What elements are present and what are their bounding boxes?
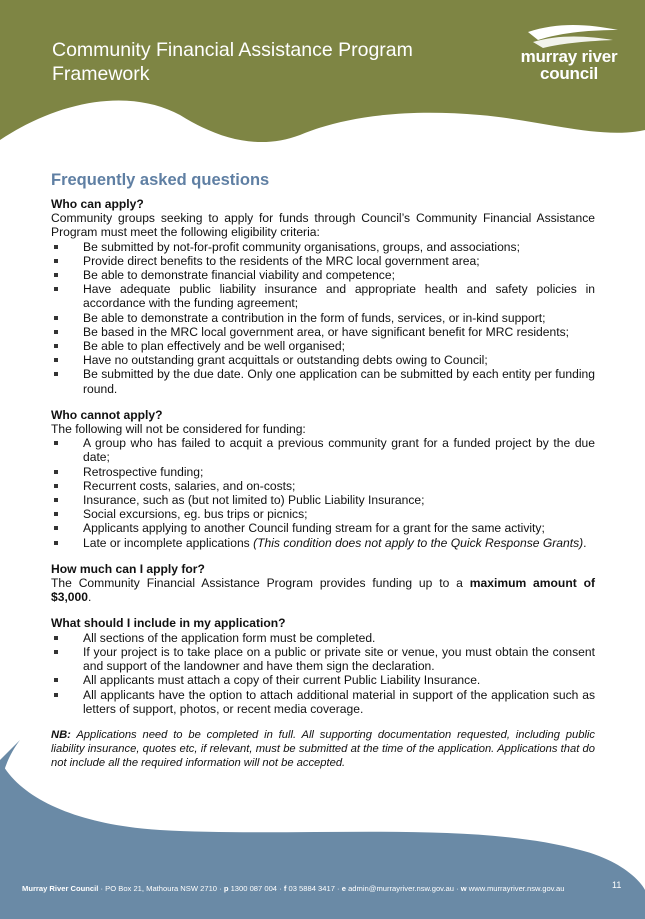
list-item [51, 240, 595, 254]
list-item [51, 521, 595, 535]
question-heading: What should I include in my application? [51, 616, 286, 631]
list-item [51, 493, 595, 507]
faq-heading: Frequently asked questions [51, 171, 270, 189]
list-item-text: Be submitted by the due date. Only one application can be submitted by each entity per funding round. [83, 367, 595, 396]
list-item [51, 325, 595, 339]
list-item-text: Insurance, such as (but not limited to) Public Liability Insurance; [83, 493, 425, 508]
exclusion-list [51, 436, 595, 550]
list-item [51, 673, 595, 687]
section-what-to-include [51, 616, 595, 715]
footer-org: Murray River Council [22, 884, 99, 893]
footer-contact [22, 884, 602, 893]
bullet-icon [54, 441, 58, 445]
list-item-text: Be submitted by not-for-profit community organisations, groups, and associations; [83, 239, 520, 254]
list-item-text: Provide direct benefits to the residents of the MRC local government area; [83, 253, 480, 268]
list-item [51, 688, 595, 716]
title-line-1: Community Financial Assistance Program [52, 39, 413, 61]
bullet-icon [54, 678, 58, 682]
page-number: 11 [612, 880, 622, 890]
list-item-text: All applicants have the option to attach additional material in support of the application such as letters of support, photos, or recent media coverage. [83, 687, 595, 716]
include-list [51, 631, 595, 716]
bullet-icon [54, 470, 58, 474]
bullet-icon [54, 245, 58, 249]
footer-address: PO Box 21, Mathoura NSW 2710 [105, 884, 218, 893]
list-item [51, 479, 595, 493]
bullet-icon [54, 484, 58, 488]
list-item [51, 645, 595, 673]
separator: · [337, 884, 340, 893]
list-item-text: Have adequate public liability insurance and appropriate health and safety policies in accordance with the funding agreement; [83, 282, 595, 311]
logo-line-1: murray river [520, 47, 618, 66]
bullet-icon [54, 344, 58, 348]
list-item-text: Late or incomplete applications [83, 535, 254, 550]
list-item-text: Be able to demonstrate financial viability and competence; [83, 268, 395, 283]
list-item-text: If your project is to take place on a public or private site or venue, you must obtain the consent and support of the landowner and have them sign the declaration. [83, 644, 595, 674]
section-who-cannot-apply [51, 408, 595, 550]
funding-amount-text [51, 576, 595, 604]
list-item-text: All sections of the application form must be completed. [83, 630, 376, 645]
question-heading: Who cannot apply? [51, 407, 163, 422]
fax-label: f [283, 884, 287, 893]
phone-label: p [223, 884, 229, 893]
bullet-icon [54, 372, 58, 376]
max-amount: maximum amount of $3,000 [51, 576, 595, 605]
title-line-2: Framework [52, 63, 150, 85]
section-intro: The following will not be considered for funding: [51, 422, 306, 437]
list-item-text: All applicants must attach a copy of their current Public Liability Insurance. [83, 673, 481, 688]
funding-end: . [88, 590, 92, 605]
list-item-text: Social excursions, eg. bus trips or picnics; [83, 507, 308, 522]
bullet-icon [54, 541, 58, 545]
question-heading: How much can I apply for? [51, 561, 205, 576]
separator: · [219, 884, 222, 893]
email-label: e [341, 884, 346, 893]
eligibility-list [51, 240, 595, 396]
bullet-icon [54, 498, 58, 502]
nb-label: NB: [51, 728, 71, 741]
bullet-icon [54, 512, 58, 516]
document-body [51, 170, 595, 781]
question-heading: Who can apply? [51, 197, 144, 211]
list-item [51, 254, 595, 268]
footer-email[interactable]: admin@murrayriver.nsw.gov.au [348, 884, 454, 893]
footer-phone: 1300 087 004 [230, 884, 278, 893]
bullet-icon [54, 358, 58, 362]
bullet-icon [54, 526, 58, 530]
funding-text: The Community Financial Assistance Program provides funding up to a [51, 576, 470, 591]
list-item [51, 507, 595, 521]
list-item [51, 536, 595, 550]
nb-text: Applications need to be completed in full. All supporting documentation requested, including public liability insurance, quotes etc, if relevant, must be submitted at the time of the application. Applications that do not include all the required information will not be accepted. [51, 728, 595, 769]
logo-line-2: council [539, 64, 599, 83]
list-item [51, 367, 595, 395]
bullet-icon [54, 287, 58, 291]
list-item-end: . [583, 535, 587, 550]
list-item [51, 282, 595, 310]
section-how-much [51, 562, 595, 605]
bullet-icon [54, 693, 58, 697]
web-label: w [460, 884, 467, 893]
quick-response-note: (This condition does not apply to the Quick Response Grants) [253, 535, 584, 550]
list-item-text: Be able to demonstrate a contribution in the form of funds, services, or in-kind support; [83, 310, 546, 325]
list-item-text: Applicants applying to another Council funding stream for a grant for the same activity; [83, 521, 545, 536]
list-item [51, 436, 595, 464]
list-item [51, 631, 595, 645]
bullet-icon [54, 650, 58, 654]
list-item-text: Retrospective funding; [83, 464, 204, 479]
list-item [51, 311, 595, 325]
bullet-icon [54, 273, 58, 277]
footer-website[interactable]: www.murrayriver.nsw.gov.au [468, 884, 565, 893]
list-item-text: Recurrent costs, salaries, and on-costs; [83, 478, 296, 493]
bullet-icon [54, 636, 58, 640]
footer-fax: 03 5884 3417 [288, 884, 335, 893]
list-item [51, 339, 595, 353]
list-item [51, 465, 595, 479]
section-intro: Community groups seeking to apply for funds through Council’s Community Financial Assistance Program must meet the following eligibility criteria: [51, 211, 595, 240]
bullet-icon [54, 259, 58, 263]
separator: · [279, 884, 282, 893]
document-title [52, 38, 413, 86]
list-item-text: Be based in the MRC local government area, or have significant benefit for MRC residents; [83, 324, 570, 339]
list-item [51, 353, 595, 367]
separator: · [456, 884, 459, 893]
list-item-text: A group who has failed to acquit a previous community grant for a funded project by the due date; [83, 436, 595, 465]
separator: · [100, 884, 104, 893]
list-item-text: Be able to plan effectively and be well organised; [83, 339, 345, 354]
bullet-icon [54, 316, 58, 320]
council-logo-text [514, 48, 624, 82]
list-item-text: Have no outstanding grant acquittals or outstanding debts owing to Council; [83, 353, 488, 368]
bullet-icon [54, 330, 58, 334]
section-who-can-apply [51, 197, 595, 396]
list-item [51, 268, 595, 282]
